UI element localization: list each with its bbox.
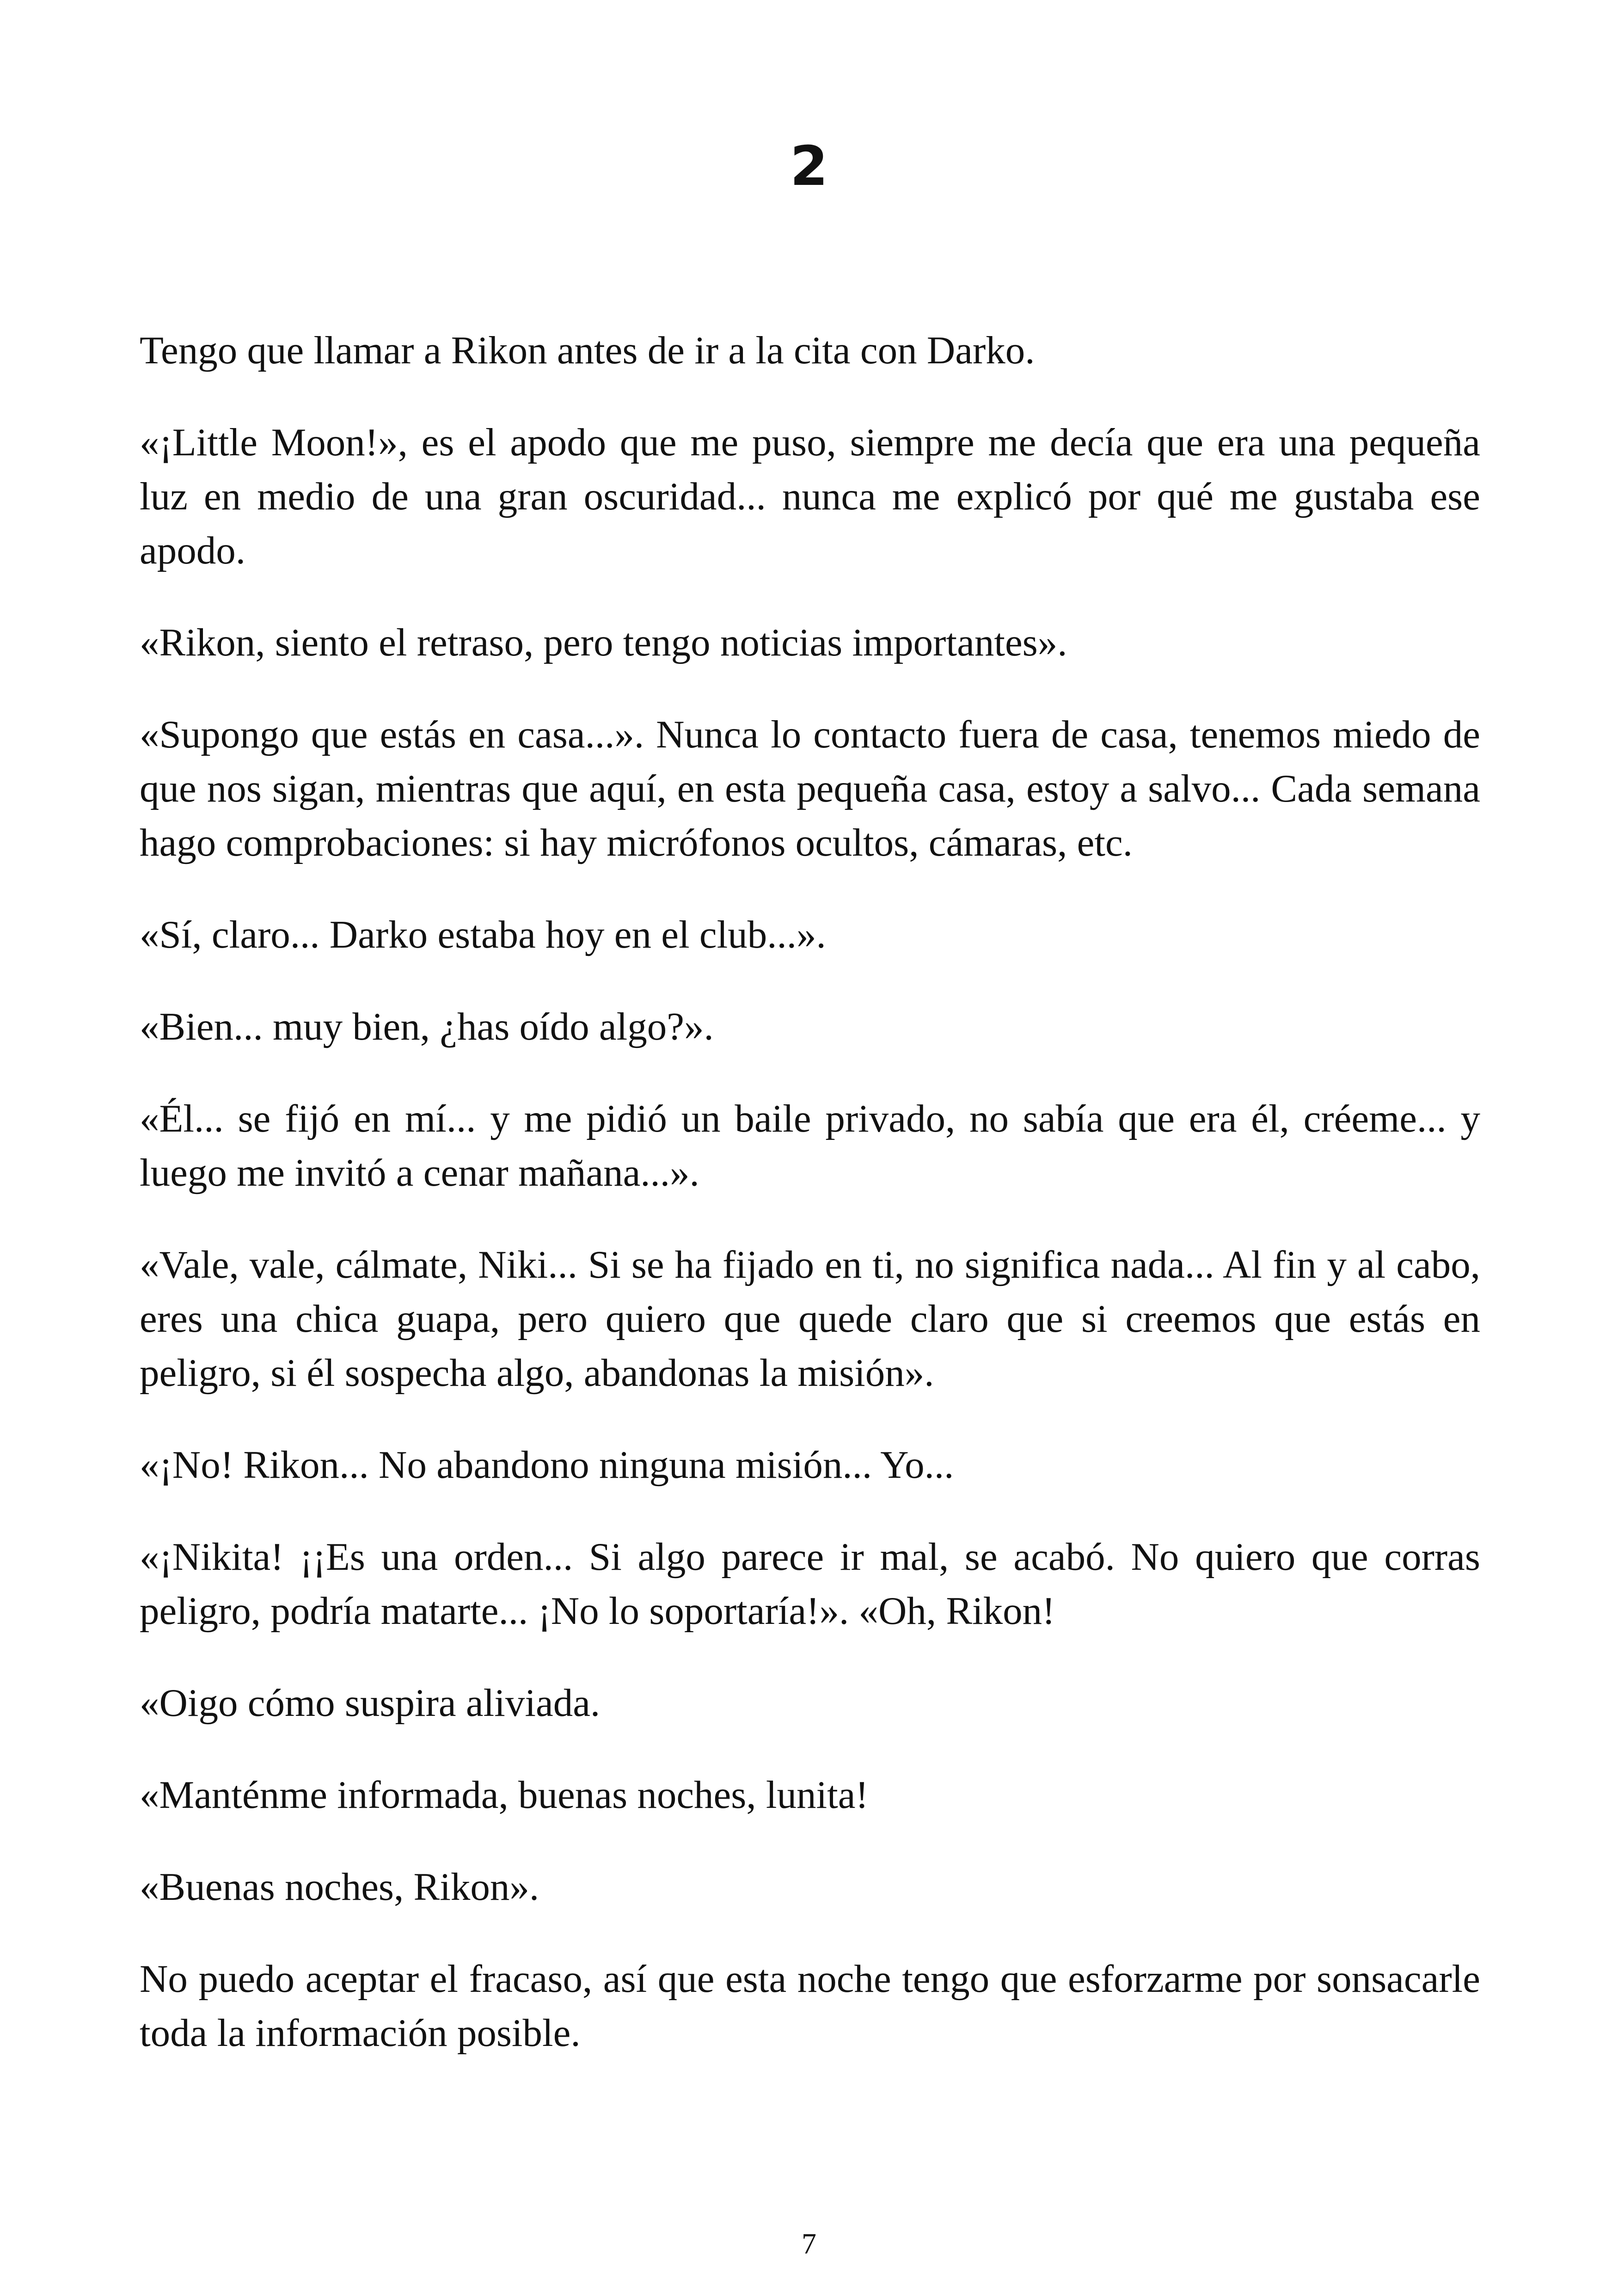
paragraph: «Sí, claro... Darko estaba hoy en el club...». — [140, 913, 826, 956]
chapter-body — [140, 324, 1480, 2098]
paragraph: Tengo que llamar a Rikon antes de ir a la cita con Darko. — [140, 329, 1035, 372]
paragraph: «¡Little Moon!», es el apodo que me puso, siempre me decía que era una pequeña luz en medio de una gran oscuridad... nunca me explicó por qué me gustaba ese apodo. — [140, 421, 1480, 572]
paragraph: «Manténme informada, buenas noches, lunita! — [140, 1773, 869, 1817]
paragraph: No puedo aceptar el fracaso, así que esta noche tengo que esforzarme por sonsacarle toda la información posible. — [140, 1957, 1480, 2055]
paragraph: «Él... se fijó en mí... y me pidió un baile privado, no sabía que era él, créeme... y luego me invitó a cenar mañana...». — [140, 1097, 1480, 1194]
paragraph: «Rikon, siento el retraso, pero tengo noticias importantes». — [140, 621, 1067, 664]
chapter-number: 2 — [790, 134, 828, 198]
paragraph: «Buenas noches, Rikon». — [140, 1865, 539, 1909]
paragraph: «¡Nikita! ¡¡Es una orden... Si algo parece ir mal, se acabó. No quiero que corras peligro, podría matarte... ¡No lo soportaría!». «Oh, Rikon! — [140, 1535, 1480, 1633]
paragraph: «Vale, vale, cálmate, Niki... Si se ha fijado en ti, no significa nada... Al fin y al cabo, eres una chica guapa, pero quiero que quede claro que si creemos que estás en peligro, si él sospecha algo, abandonas la misión». — [140, 1243, 1480, 1395]
page-number: 7 — [802, 2227, 816, 2260]
paragraph: «¡No! Rikon... No abandono ninguna misión... Yo... — [140, 1443, 954, 1487]
paragraph: «Bien... muy bien, ¿has oído algo?». — [140, 1005, 714, 1048]
paragraph: «Supongo que estás en casa...». Nunca lo contacto fuera de casa, tenemos miedo de que nos sigan, mientras que aquí, en esta pequeña casa, estoy a salvo... Cada semana hago comprobaciones: si hay micrófonos ocultos, cámaras, etc. — [140, 713, 1480, 864]
paragraph: «Oigo cómo suspira aliviada. — [140, 1681, 601, 1725]
